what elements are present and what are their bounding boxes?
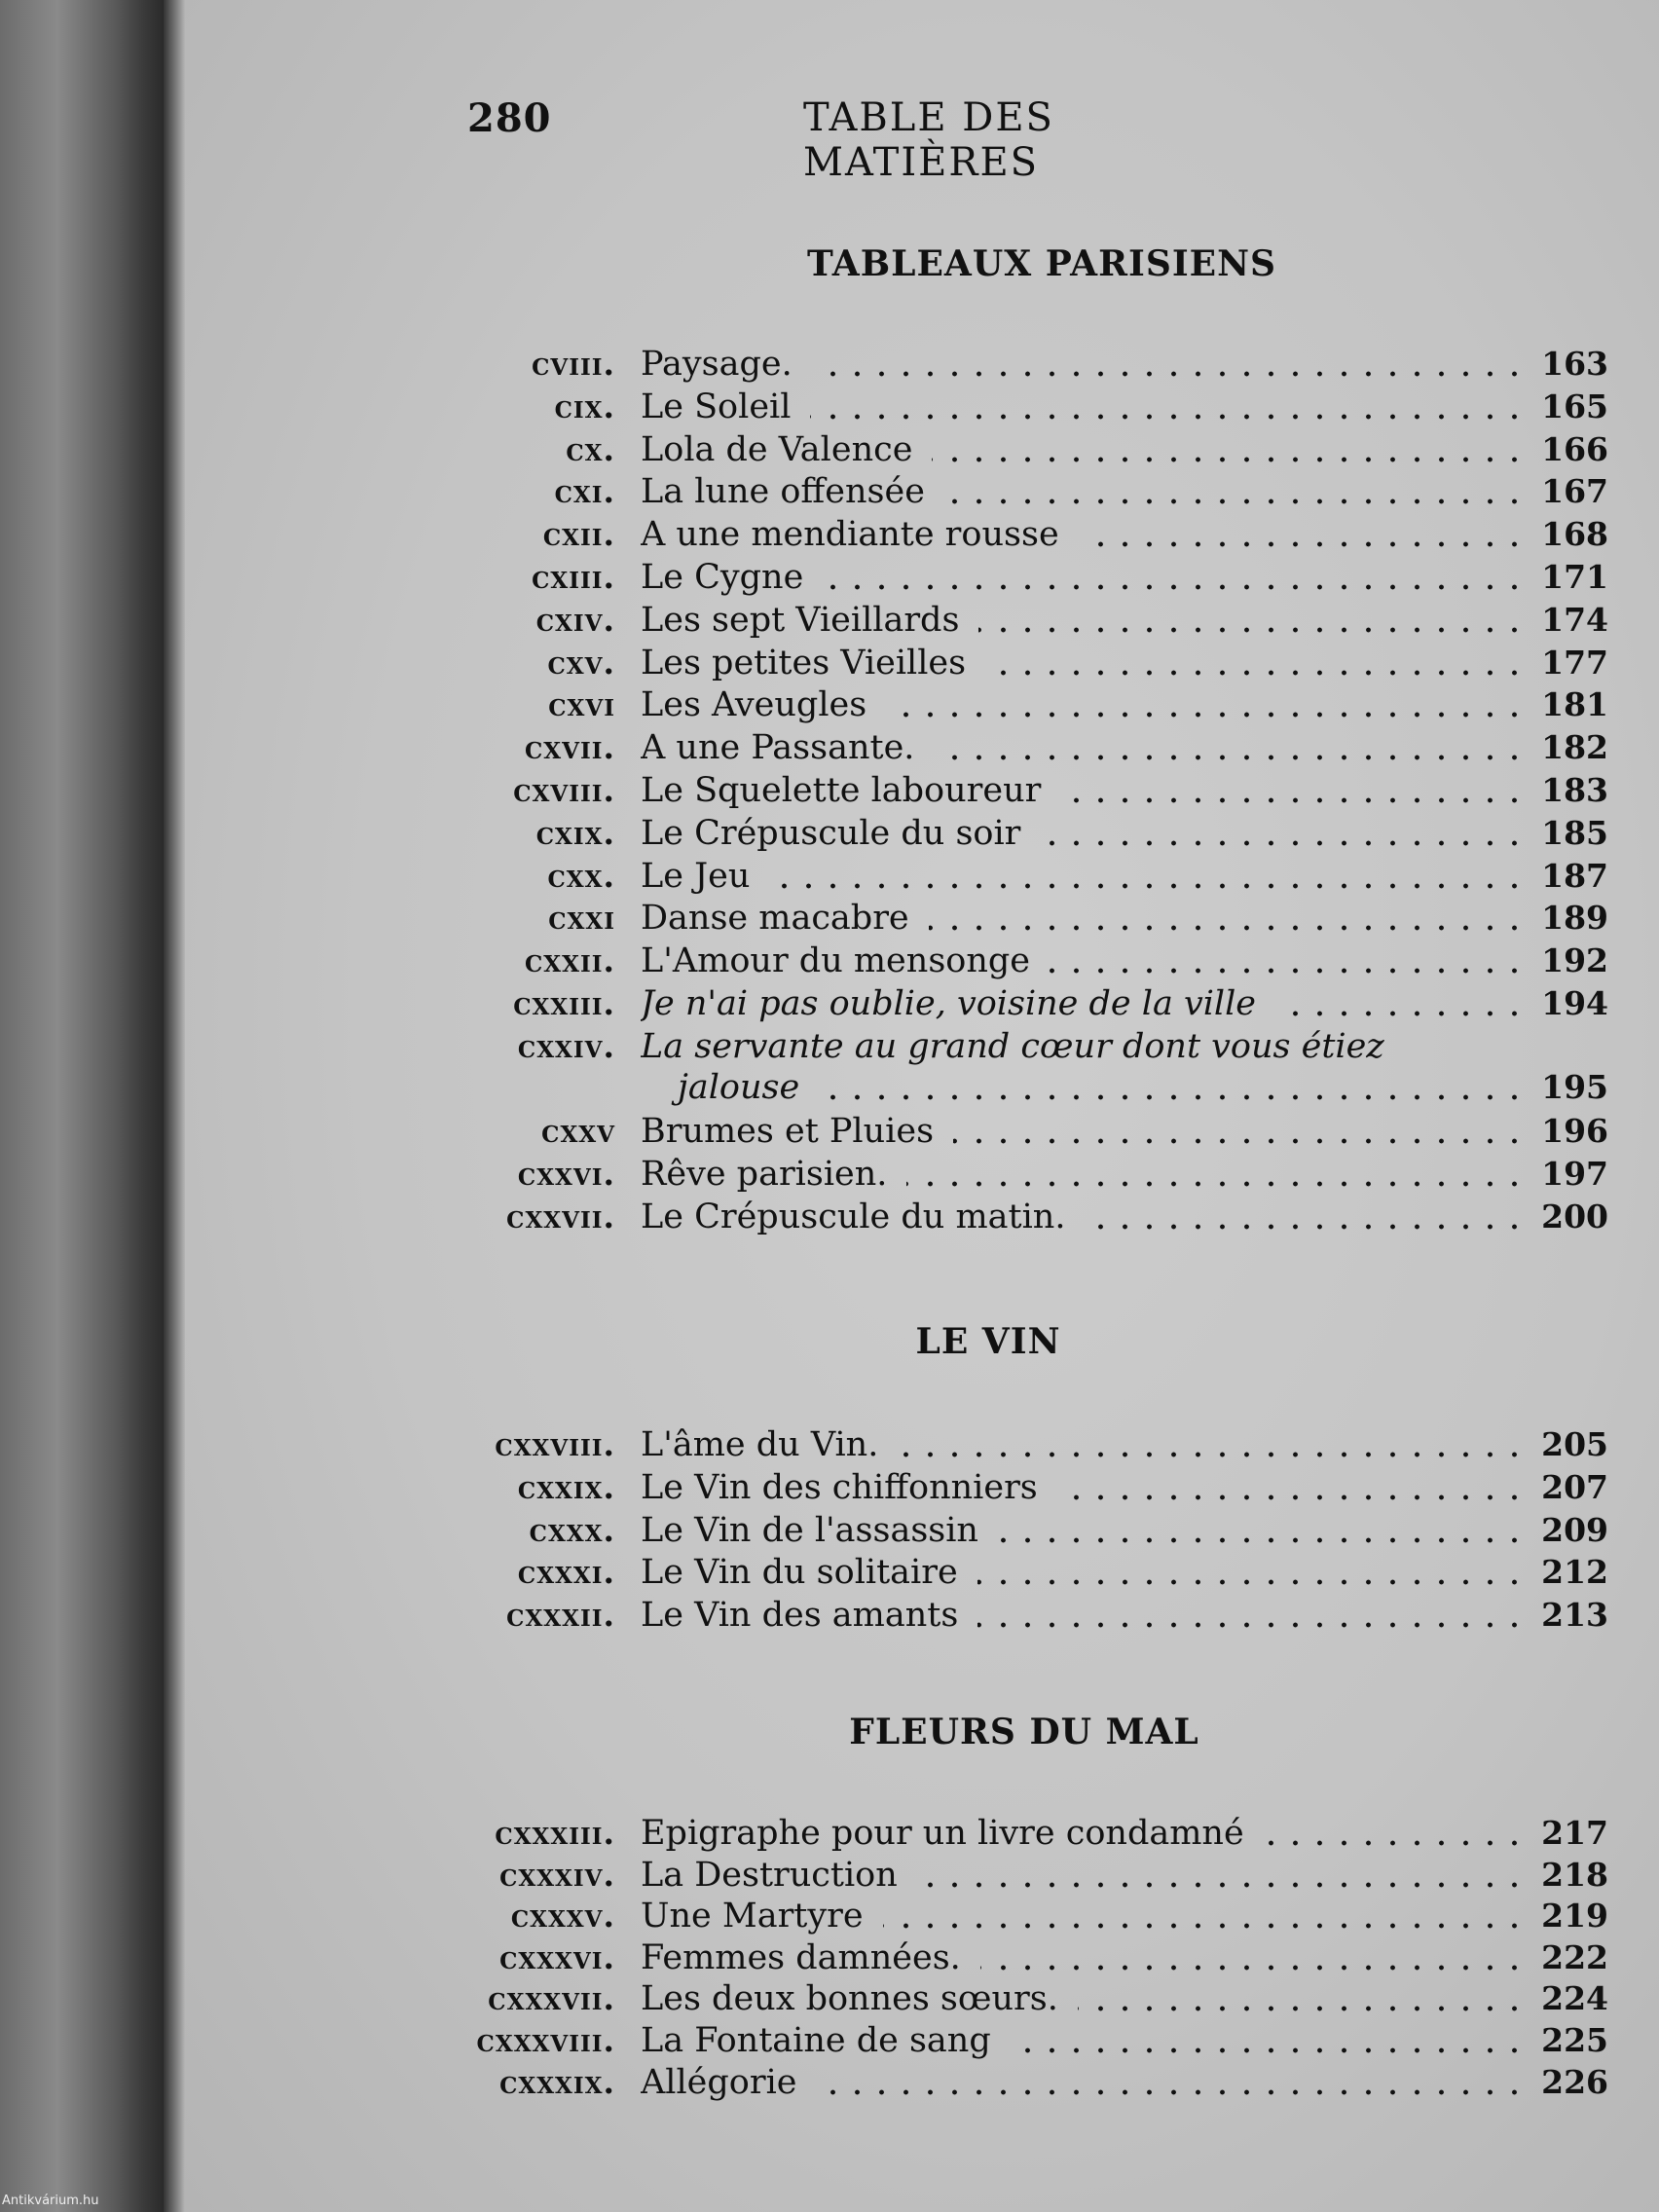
entry-page-number: 166 (1541, 430, 1608, 468)
toc-entry (0, 2062, 1659, 2103)
toc-entry (0, 344, 1659, 385)
entry-title: Paysage. (641, 345, 793, 384)
toc-entry (0, 1424, 1659, 1465)
toc-entry (0, 813, 1659, 854)
entry-title: L'âme du Vin. (641, 1425, 879, 1464)
section-title-fleurs-du-mal: FLEURS DU MAL (849, 1712, 1199, 1752)
entry-number: cxxi (548, 899, 615, 937)
entry-number: cxxxvi. (499, 1938, 615, 1976)
section-title-tableaux-parisiens: TABLEAUX PARISIENS (806, 243, 1277, 284)
entry-number: cxi. (554, 472, 615, 510)
entry-number: cviii. (532, 345, 615, 383)
entry-title: Brumes et Pluies (641, 1112, 935, 1151)
entry-page-number: 192 (1541, 941, 1608, 979)
entry-page-number: 212 (1541, 1553, 1608, 1591)
toc-entry (0, 387, 1659, 427)
entry-page-number: 194 (1541, 984, 1608, 1022)
toc-entry (0, 1937, 1659, 1978)
entry-title: La servante au grand cœur dont vous étiez (641, 1027, 1384, 1066)
entry-title: Rêve parisien. (641, 1155, 888, 1194)
entry-number: cxxv (541, 1112, 615, 1150)
entry-title: Je n'ai pas oublie, voisine de la ville (641, 984, 1257, 1023)
toc-entry (0, 1896, 1659, 1936)
toc-entry (0, 1595, 1659, 1636)
entry-title: La lune offensée (641, 472, 925, 511)
entry-page-number: 218 (1541, 1856, 1608, 1894)
entry-page-number: 171 (1541, 558, 1608, 596)
entry-number: cxxviii. (495, 1425, 615, 1463)
toc-entry (0, 898, 1659, 939)
toc-entry (0, 1467, 1659, 1508)
entry-number: cxv. (547, 644, 615, 682)
entry-title: Une Martyre (641, 1897, 864, 1936)
entry-title: Le Vin de l'assassin (641, 1511, 978, 1550)
toc-entry (0, 1552, 1659, 1593)
toc-entry (0, 1510, 1659, 1551)
entry-page-number: 168 (1541, 515, 1608, 553)
entry-number: cxxxv. (510, 1897, 615, 1935)
entry-title: La Fontaine de sang (641, 2021, 991, 2060)
entry-page-number: 174 (1541, 601, 1608, 639)
entry-title: Epigraphe pour un livre condamné (641, 1814, 1244, 1853)
toc-entry (0, 727, 1659, 768)
toc-entry (0, 1978, 1659, 2019)
section-title-le-vin: LE VIN (915, 1321, 1061, 1362)
entry-page-number: 224 (1541, 1979, 1608, 2017)
toc-entry (0, 983, 1659, 1024)
entry-number: cxxvii. (506, 1198, 615, 1235)
entry-number: cxvii. (524, 728, 615, 766)
entry-page-number: 165 (1541, 387, 1608, 425)
entry-title: Les petites Vieilles (641, 644, 967, 682)
toc-entry (0, 471, 1659, 512)
entry-page-number: 222 (1541, 1938, 1608, 1976)
entry-title: Femmes damnées. (641, 1938, 961, 1977)
entry-number: cxxxviii. (476, 2021, 615, 2059)
entry-page-number: 197 (1541, 1155, 1608, 1193)
entry-page-number: 200 (1541, 1198, 1608, 1235)
entry-page-number: 213 (1541, 1596, 1608, 1634)
entry-page-number: 183 (1541, 771, 1608, 809)
entry-page-number: 163 (1541, 345, 1608, 383)
entry-number: cxxix. (517, 1468, 615, 1506)
entry-title: Les Aveugles (641, 685, 867, 724)
page-number: 280 (467, 95, 552, 141)
entry-number: cxx. (547, 857, 615, 895)
entry-page-number: 177 (1541, 644, 1608, 682)
entry-title: Le Vin des chiffonniers (641, 1468, 1038, 1507)
entry-number: cxxx. (529, 1511, 615, 1549)
entry-title: Le Cygne (641, 558, 804, 597)
entry-number: cxxiii. (513, 984, 615, 1022)
entry-page-number: 187 (1541, 857, 1608, 895)
entry-number: cxxiv. (517, 1027, 615, 1065)
entry-page-number: 225 (1541, 2021, 1608, 2059)
entry-number: cxxii. (524, 941, 615, 979)
toc-entry (0, 429, 1659, 470)
entry-title: Le Crépuscule du soir (641, 814, 1021, 853)
entry-title: Lola de Valence (641, 430, 913, 469)
toc-entry (0, 940, 1659, 981)
entry-title-continuation: jalouse (678, 1068, 800, 1107)
entry-page-number: 195 (1541, 1068, 1608, 1106)
entry-title: Le Soleil (641, 387, 792, 426)
entry-number: cxii. (542, 515, 615, 553)
entry-title: A une Passante. (641, 728, 915, 767)
toc-entry (0, 1154, 1659, 1195)
entry-title: L'Amour du mensonge (641, 941, 1031, 980)
entry-title: Le Vin du solitaire (641, 1553, 958, 1592)
entry-title: Les sept Vieillards (641, 601, 960, 640)
entry-page-number: 219 (1541, 1897, 1608, 1935)
entry-title: Les deux bonnes sœurs. (641, 1979, 1058, 2018)
entry-title: A une mendiante rousse (641, 515, 1059, 554)
toc-entry (0, 643, 1659, 683)
toc-entry (0, 514, 1659, 555)
watermark-credit: Antikvárium.hu (2, 2194, 99, 2208)
entry-number: cix. (554, 387, 615, 425)
entry-page-number: 182 (1541, 728, 1608, 766)
entry-page-number: 181 (1541, 685, 1608, 723)
entry-page-number: 167 (1541, 472, 1608, 510)
entry-page-number: 209 (1541, 1511, 1608, 1549)
entry-page-number: 217 (1541, 1814, 1608, 1852)
toc-entry (0, 1111, 1659, 1152)
entry-number: cxxxiv. (499, 1856, 615, 1894)
entry-number: cxxxix. (499, 2063, 615, 2101)
entry-number: cxvi (548, 685, 615, 723)
entry-page-number: 185 (1541, 814, 1608, 852)
toc-entry (0, 2020, 1659, 2061)
entry-number: cxxxi. (517, 1553, 615, 1591)
toc-entry (0, 770, 1659, 811)
entry-page-number: 226 (1541, 2063, 1608, 2101)
entry-number: cxxxiii. (495, 1814, 615, 1852)
entry-page-number: 205 (1541, 1425, 1608, 1463)
toc-entry (0, 1026, 1659, 1108)
entry-page-number: 196 (1541, 1112, 1608, 1150)
toc-entry (0, 600, 1659, 641)
entry-number: cxxxvii. (488, 1979, 615, 2017)
entry-number: cxiv. (535, 601, 615, 639)
entry-title: Le Crépuscule du matin. (641, 1198, 1066, 1236)
entry-page-number: 189 (1541, 899, 1608, 937)
toc-entry (0, 1855, 1659, 1896)
entry-title: Le Jeu (641, 857, 751, 896)
entry-title: Le Vin des amants (641, 1596, 959, 1635)
toc-entry (0, 856, 1659, 897)
entry-title: Le Squelette laboureur (641, 771, 1042, 810)
entry-number: cxxxii. (506, 1596, 615, 1634)
entry-number: cxiii. (532, 558, 615, 596)
entry-page-number: 207 (1541, 1468, 1608, 1506)
toc-entry (0, 1813, 1659, 1854)
entry-number: cx. (566, 430, 615, 468)
entry-title: Danse macabre (641, 899, 909, 938)
toc-entry (0, 1197, 1659, 1237)
entry-title: Allégorie (641, 2063, 797, 2102)
entry-title: La Destruction (641, 1856, 898, 1895)
running-title: TABLE DES MATIÈRES (803, 95, 1054, 185)
toc-entry (0, 684, 1659, 725)
entry-number: cxviii. (513, 771, 615, 809)
toc-entry (0, 557, 1659, 598)
entry-number: cxix. (535, 814, 615, 852)
entry-number: cxxvi. (517, 1155, 615, 1193)
dot-leader (813, 1094, 1527, 1100)
